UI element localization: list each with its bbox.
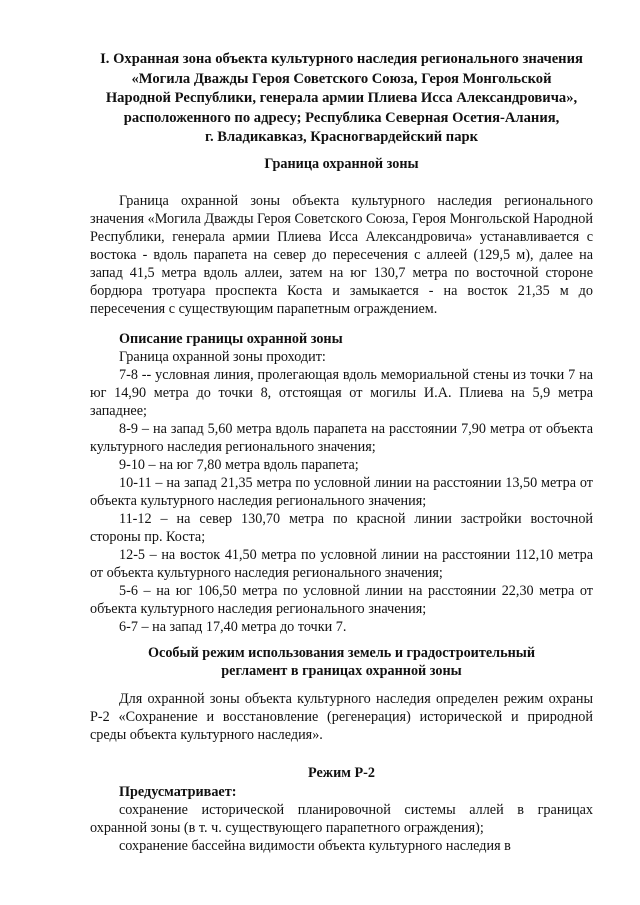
description-section xyxy=(90,330,593,636)
provisions-section xyxy=(90,783,593,855)
segment-item: 9-10 – на юг 7,80 метра вдоль парапета; xyxy=(119,457,359,473)
provision-item: сохранение бассейна видимости объекта культурного наследия в xyxy=(119,838,511,854)
title-line: Народной Республики, генерала армии Плиева Исса Александровича», xyxy=(105,90,578,106)
boundary-paragraph: Граница охранной зоны объекта культурного наследия регионального значения «Могила Дважды Героя Советского Союза, Героя Монгольской Народной Республики, генерала армии Плиева Исса Александровича» устанавливается с востока - вдоль парапета на север до пересечения с аллеей (129,5 м), далее на запад 41,5 метра вдоль аллеи, затем на юг 130,7 метра по восточной стороне бордюра тротуара проспекта Коста и замыкается - на восток 21,35 м до пересечения с существующим парапетным ограждением. xyxy=(90,193,593,317)
description-intro: Граница охранной зоны проходит: xyxy=(119,349,326,365)
heading-regime-line: регламент в границах охранной зоны xyxy=(221,663,462,679)
heading-regime xyxy=(90,644,593,680)
provision-item: сохранение исторической планировочной системы аллей в границах охранной зоны (в т. ч. существующего парапетного ограждения); xyxy=(90,802,593,836)
title-line: расположенного по адресу; Республика Северная Осетия-Алания, xyxy=(123,109,560,126)
title-line: I. Охранная зона объекта культурного наследия регионального значения xyxy=(100,51,583,67)
title-line: «Могила Дважды Героя Советского Союза, Героя Монгольской xyxy=(131,70,552,87)
heading-boundary: Граница охранной зоны xyxy=(264,156,419,172)
segment-item: 10-11 – на запад 21,35 метра по условной линии на расстоянии 13,50 метра от объекта культурного наследия регионального значения; xyxy=(90,475,593,509)
title-line: г. Владикавказ, Красногвардейский парк xyxy=(204,129,479,145)
heading-regime-line: Особый режим использования земель и градостроительный xyxy=(147,645,536,661)
segment-item: 6-7 – на запад 17,40 метра до точки 7. xyxy=(119,619,347,635)
segment-item: 12-5 – на восток 41,50 метра по условной линии на расстоянии 112,10 метра от объекта культурного наследия регионального значения; xyxy=(90,547,593,581)
segment-item: 7-8 -- условная линия, пролегающая вдоль мемориальной стены из точки 7 на юг 14,90 метра до точки 8, отстоящая от могилы И.А. Плиева на 5,9 метра западнее; xyxy=(90,367,593,419)
regime-paragraph: Для охранной зоны объекта культурного наследия определен режим охраны Р-2 «Сохранение и восстановление (регенерация) исторической и природной среды объекта культурного наследия». xyxy=(90,691,593,743)
document-title xyxy=(90,50,593,148)
provides-label: Предусматривает: xyxy=(119,784,237,800)
heading-r2: Режим Р-2 xyxy=(308,765,375,781)
segment-item: 5-6 – на юг 106,50 метра по условной линии на расстоянии 22,30 метра от объекта культурного наследия регионального значения; xyxy=(90,583,593,617)
segment-item: 8-9 – на запад 5,60 метра вдоль парапета на расстоянии 7,90 метра от объекта культурного наследия регионального значения; xyxy=(90,421,593,455)
segment-item: 11-12 – на север 130,70 метра по красной линии застройки восточной стороны пр. Коста; xyxy=(90,511,593,545)
heading-description: Описание границы охранной зоны xyxy=(119,331,343,347)
